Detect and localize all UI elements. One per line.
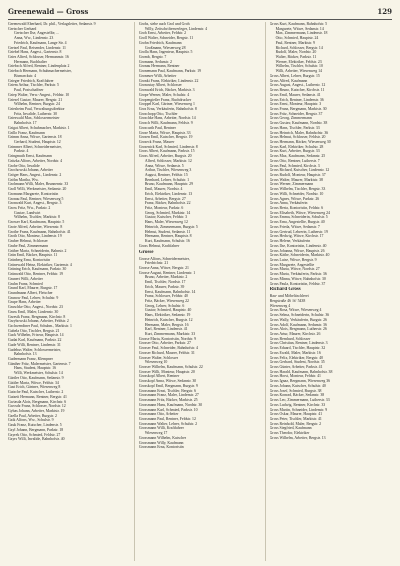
directory-entry: Willi, Werkmeister, Schulstr. 14	[14, 371, 63, 376]
directory-entry: Grimmer Albert, Schneidermeister,	[8, 144, 62, 149]
directory-entry: Grund Karl, Maurer, Burgstr. 17	[8, 286, 58, 291]
directory-entry: Griebsch Hermann, Schuhmachermeister,	[8, 69, 72, 74]
directory-entry: Hans, Elektriker, Sedanstr. 19	[144, 313, 191, 318]
directory-entry: Gröger Hans, Angest., Lindenstr. 2	[8, 173, 62, 177]
directory-entry: Grossmann Franz, Maler, Lindenstr. 27	[138, 393, 199, 398]
directory-entry: Gross Peter, Tischler, Marktstr. 41	[269, 416, 322, 421]
directory-entry: Friedrich, Kaufmann, Lange Str. 4	[14, 40, 67, 45]
directory-entry: Gross Johanna, Witwe, Hauptstr. 26	[269, 248, 325, 253]
directory-entry: Franz, Bäcker, Bahnhofstr. 22	[144, 201, 191, 206]
directory-entry: Gross Erich, Rentner, Lindenstr. 36	[269, 97, 324, 102]
directory-entry: Gross Alfred, Arbeiter, Burgstr. 20	[138, 154, 192, 159]
directory-entry: Gross Heinrich, Maler, Bahnhofstr. 36	[269, 130, 329, 135]
directory-entry: Bismarckstr. 4	[14, 73, 37, 78]
column-divider	[265, 22, 266, 561]
directory-entry: Gross Max, Kaufmann, Sedanstr. 25	[269, 154, 326, 159]
directory-entry: Gzuk Franz, Kutscher, Lindenstr. 5	[8, 423, 62, 428]
directory-entry: Grose Marta, Witwe, Hauptstr. 33	[138, 130, 191, 135]
directory-entry: Groll Willi, Werkmeister, Sedanstr. 20	[8, 187, 67, 192]
directory-entry: Grundmann Albert, Fleischer	[8, 290, 53, 295]
directory-entry: Bernhard, Lehrer, Schulstr. 1	[144, 177, 190, 182]
page-number: 129	[377, 7, 392, 16]
directory-entry: Grossmann Ernst, Tischler, Bergstr. 6	[138, 388, 196, 393]
directory-entry: Grünwald Otto, Rentner, Feldstr. 19	[8, 272, 63, 277]
directory-entry: Grossmann Karl, Schmied, Parkstr. 10	[138, 407, 198, 412]
directory-entry: Griesel Gustav, Maurer, Bergstr. 21	[8, 97, 63, 102]
directory-entry: Gross Gerhard, Student, Nordstr. 35	[269, 360, 325, 365]
directory-entry: Gude Willi, Rentner, Lindenstr. 31	[8, 342, 61, 347]
directory-entry: Gzik Alfons, Ww., Schulstr. 9	[8, 418, 54, 423]
directory-entry: Bergstraße 46 ☏ 5438	[269, 298, 306, 303]
directory-entry: Georg, Schmied, Marktstr. 14	[144, 210, 191, 215]
directory-entry: Grosser Otto, Arbeiter, Parkstr. 27	[138, 341, 191, 346]
section-heading: Richard Gross	[269, 287, 301, 293]
directory-entry: Gross Siegfried, Kaufmann	[269, 426, 312, 431]
directory-entry: Gross Harald, Kaufmann, Bahnhofstr. 38	[269, 369, 333, 374]
directory-entry: Gross Helmut, Schlosser, Feldstr. 20	[269, 135, 326, 140]
directory-entry: Groppel Karl, Gärtner, Wiesenweg 1	[138, 102, 195, 107]
directory-entry: Grieger Friedrich, Kraftfahrer	[8, 78, 54, 83]
directory-entry: Kurt, Kaufmann, Schulstr. 16	[144, 239, 190, 244]
directory-entry: Gschwendtner Paul, Schuhm., Marktstr. 1	[8, 324, 72, 328]
directory-entry: Grothe Franz, Kaufmann, Bahnhofstr. 41	[8, 229, 71, 234]
directory-entry: Otto, Schmied, Hauptstr. 24	[275, 36, 319, 41]
directory-entry: Heinrich, Kutscher, Burgstr. 12	[144, 317, 193, 322]
directory-entry: Gross Karl, Elektriker, Schulstr. 28	[269, 144, 324, 149]
directory-entry: Gronki Franz, Elektriker, Lindenstr. 22	[138, 78, 199, 83]
columns	[8, 22, 392, 561]
directory-entry: Gross Rudolf, Monteur, Hauptstr. 37	[269, 173, 326, 177]
directory-entry: Grosse August, Rentner, Lindenstr. 1	[138, 270, 196, 275]
directory-entry: Gross Kurt, Arbeiter, Burgstr. 33	[269, 149, 320, 154]
directory-entry: Gross Richard, Kutscher, Lindenstr. 12	[269, 168, 330, 173]
directory-entry: Fritz, Invalide, Lutherstr. 30	[14, 111, 58, 116]
directory-entry: Gronemann Paul, Kaufmann, Parkstr. 19	[138, 69, 201, 74]
directory-entry: Gross Bernhard, Schlosser	[269, 336, 311, 341]
directory-entry: Gust Erich, Gärtner, Wiesenweg 8	[8, 385, 61, 390]
directory-entry: Willi, Arbeiter, Wiesenweg 14	[275, 69, 322, 74]
directory-entry: Grosser Walter, Schlosser	[138, 355, 179, 360]
directory-entry: Gybas Johann, Arbeiter, Marktstr. 19	[8, 408, 65, 413]
directory-entry: Griebel Hans, Angest., Gartenstr. 8	[8, 50, 62, 55]
directory-entry: Gross Wilhelm, Arbeiter, Bergstr. 13	[269, 435, 326, 440]
directory-entry: Groseck Franz, Maurer	[138, 139, 175, 144]
directory-entry: Gross Elisabeth, Witwe, Wiesenweg 24	[269, 210, 330, 215]
directory-entry: Grope Werner, Maler, Schulstr. 4	[138, 92, 190, 97]
directory-entry: Fritz, Bäcker, Wiesenweg 22	[144, 298, 189, 303]
directory-entry: Gromann Margarete, Kontoristin	[8, 191, 59, 196]
directory-entry: Grosser Karl, Kaufmann, Hauptstr. 5	[8, 220, 65, 225]
directory-entry: Grosse Anna, Witwe, Bergstr. 21	[138, 265, 189, 270]
directory-entry: Grossmann Erna, Kontoristin	[138, 445, 184, 450]
directory-entry: Gröhn Martha, Ww.	[8, 177, 39, 182]
directory-entry: Gross Otto, Rentner, Lutherstr. 7	[269, 158, 320, 163]
directory-entry: Gross Käthe, Schneiderin, Marktstr. 40	[269, 253, 330, 258]
directory-entry: Grosser Wilhelm, Kaufmann, Schulstr. 22	[138, 365, 203, 370]
directory-entry: Anna, Ww., Lindenstr. 23	[14, 36, 54, 41]
directory-entry: Grupe Hans, Arbeiter	[8, 300, 41, 305]
directory-entry: Grosser Richard, Maurer, Feldstr. 31	[138, 350, 195, 355]
directory-entry: Gross Artur, Maurer, Kirchstr. 26	[269, 332, 321, 336]
directory-entry: Gritzka Alfons, Arbeiter, Nordstr. 4	[8, 158, 63, 163]
column-3	[270, 22, 392, 561]
directory-entry: Grosskopf Anna, Witwe, Sedanstr. 30	[138, 379, 197, 384]
directory-entry: Grossmann Walter, Lehrer, Schulstr. 2	[138, 421, 198, 426]
directory-entry: Grossmann Wilhelm, Kutscher	[138, 435, 187, 440]
directory-entry: Groneuer Willi, Arbeiter	[138, 73, 177, 78]
directory-entry: Gronau Hermann, Rentner	[138, 64, 180, 69]
directory-entry: Ernst, Arbeiter, Bergstr. 27	[144, 196, 186, 201]
section-heading: Grosse	[138, 249, 154, 255]
directory-entry: Gudehus Walter, Schlossermeister,	[8, 347, 61, 352]
directory-entry: Grünewald Heinz, Elektriker, Gartenstr. 4	[8, 262, 72, 267]
directory-entry: Grossmann Hans, Kaufmann, Nordstr. 30	[138, 402, 203, 407]
directory-entry: Gross Oskar, Maurer, Hauptstr. 41	[269, 412, 323, 417]
directory-entry: Grossmann Otto, Arbeiter	[138, 412, 179, 417]
directory-entry: Gross Paul, Schmied, Kirchstr. 3	[269, 163, 320, 168]
directory-entry: Georg, Lehrer, Schulstr. 6	[144, 303, 185, 308]
directory-entry: Günther Fritz, Malermeister, Gartenstr. 7	[8, 361, 71, 366]
directory-entry: Grote Alfred, Arbeiter, Wiesenstr. 8	[8, 224, 63, 229]
directory-entry: Gross Willi, Schneider, Nordstr. 10	[269, 191, 324, 196]
directory-entry: Gutzeit Hermann, Rentner, Bergstr. 41	[8, 394, 67, 399]
directory-entry: Groh Ernst, Arbeiter, Feldstr. 2	[138, 31, 187, 36]
directory-entry: Gross Rosa, Witwe, Wiesenweg 4	[269, 308, 322, 313]
directory-page	[8, 7, 392, 561]
directory-entry: Friedrichstr. 21	[144, 261, 169, 266]
directory-entry: Wilhelm, Tischler, Marktstr. 8	[14, 215, 60, 220]
directory-entry: Grunert Willi, Arbeiter	[8, 276, 43, 281]
directory-entry: Gross Franz, Bergmann, Marktstr. 30	[269, 106, 327, 111]
directory-entry: Helmut, Student, Sedanstr. 11	[144, 229, 191, 234]
directory-entry: Karl, Rentner, Lindenstr. 41	[144, 327, 188, 332]
directory-entry: Gross Hedwig, Witwe, Kirchstr. 17	[269, 234, 324, 239]
directory-entry: Grossmann Paul, Rentner, Feldstr. 12	[138, 416, 196, 421]
directory-entry: Groll Walter, Schneider, Bergstr. 11	[138, 36, 194, 41]
directory-entry: Bruno, Arbeiter, Marktstr. 2	[144, 275, 188, 280]
directory-entry: Grunow Paul, Lehrer, Schulstr. 9	[8, 295, 59, 300]
directory-entry: Gross Agnes, Witwe, Parkstr. 26	[269, 196, 320, 201]
directory-entry: Gustav, Kutscher, Feldstr. 3	[144, 215, 188, 220]
directory-entry: Gürtler Otto, Kaufmann, Sedanstr. 9	[8, 375, 64, 380]
directory-entry: Gross Albert, Lehrer, Burgstr. 15	[269, 73, 320, 78]
directory-entry: Grosse Marta, Kontoristin, Nordstr. 9	[138, 336, 197, 341]
directory-entry: Gross Ilse, Kontoristin, Lindenstr. 40	[269, 243, 327, 248]
directory-entry: Gross Alfred, Kaufmann	[269, 78, 308, 83]
directory-entry: Hans, Student, Hauptstr. 16	[14, 366, 57, 371]
directory-entry: Grosenick Karl, Schmied, Lindenstr. 8	[138, 144, 198, 149]
directory-entry: Gries Alfred, Schlosser, Hermannstr. 16	[8, 55, 69, 60]
directory-entry: Grigat Albert, Schuhmacher, Marktstr. 1	[8, 125, 70, 130]
directory-entry: Greenewald Eberhard, Dr. phil., Verlagsleiter, Sedanstr. 9	[8, 22, 96, 26]
directory-entry: Gross Adolf, Kaufmann, Sedanstr. 36	[269, 322, 327, 327]
directory-entry: Gustav, Landwirt	[14, 210, 41, 215]
directory-entry: Gross Wilhelm, Tischler, Bergstr. 33	[269, 187, 326, 192]
directory-entry: Gropengießer Franz, Buchdrucker	[138, 97, 192, 102]
directory-entry: Großmann, Wiesenweg 28	[144, 45, 186, 50]
directory-entry: Gross Werner, Zimmermann	[269, 182, 314, 187]
directory-entry: Gwiasda Alois, Bergmann, Kirchstr. 6	[8, 399, 67, 404]
directory-entry: Gross Theodor, Elektriker	[269, 431, 310, 436]
directory-entry: Griebsch Alfred, Rentner, Lindenplatz 2	[8, 64, 70, 69]
directory-entry: Grochowski Johann, Arbeiter	[8, 168, 53, 173]
directory-entry: Kurt, Zimmermann, Marktstr. 33	[144, 332, 196, 336]
directory-entry: Grohn Friedrich, Kaufmann	[138, 40, 182, 45]
directory-entry: Gross Hermann, Bäcker, Wiesenweg 30	[269, 139, 331, 144]
directory-entry: Gretscher Gerhard	[8, 26, 37, 31]
directory-entry: Gross Ignaz, Bergmann, Wiesenweg 36	[269, 379, 331, 384]
directory-entry: Grosser Willi, Monteur, Hauptstr. 20	[138, 369, 195, 374]
directory-entry: Werner, Elektriker, Feldstr. 23	[275, 59, 322, 64]
directory-entry: Grimm Anna, Witwe, Gartenstr. 18	[8, 135, 62, 140]
directory-entry: Gross Maria, Witwe, Nordstr. 27	[269, 267, 320, 272]
directory-entry: Anna, Witwe, Sedanstr. 5	[144, 163, 184, 168]
directory-entry: Guck Wilhelm, Friseur, Hauptstr. 14	[8, 333, 64, 338]
directory-entry: Gutsche Paul, Kutscher, Lutherstr. 2	[8, 390, 64, 395]
directory-entry: Gross Gustav, Kaufmann, Nordstr. 38	[269, 121, 328, 126]
directory-entry: Gronau Paul, Rentner, Wiesenweg 5	[8, 196, 64, 201]
directory-entry: Grossmann Willi, Kraftfahrer	[138, 426, 184, 431]
directory-entry: Hans, Maler, Wiesenweg 12	[144, 220, 188, 225]
directory-entry: Güttler Marta, Witwe, Feldstr. 34	[8, 380, 59, 385]
directory-entry: Wiesenweg 4	[269, 303, 291, 308]
directory-entry: Grosch Willi, Kaufmann, Feldstr. 9	[138, 121, 193, 126]
directory-entry: Gross Minna, Witwe, Bahnhofstr. 30	[269, 276, 326, 281]
directory-entry: Grüning Erich, Kaufmann, Parkstr. 30	[8, 267, 67, 272]
directory-entry: Grosser Paul, Schneider, Bahnhofstr. 4	[138, 346, 198, 351]
directory-entry: Gross Gertrud, Lehrerin, Lutherstr. 19	[269, 229, 328, 234]
directory-entry: Richard, Schlosser, Bergstr. 14	[275, 45, 323, 50]
directory-entry: Gross August, Angest., Lutherstr. 12	[269, 83, 326, 88]
directory-entry: Groschopp Otto, Tischler	[138, 111, 178, 116]
directory-entry: Gruss Emil, Maler, Lindenstr. 30	[8, 309, 59, 314]
directory-entry: Groth Otto, Monteur, Lindenstr. 19	[8, 234, 62, 239]
directory-entry: Gross Wally, Verkäuferin, Burgstr. 26	[269, 317, 327, 322]
directory-entry: Gross Emil, Maurer, Sedanstr. 41	[269, 92, 321, 97]
directory-entry: Parkstr. 4	[14, 149, 29, 154]
directory-entry: Grosse Alfons, Schneidermeister,	[138, 256, 190, 261]
directory-entry: Groscurth Paul, Rentner	[138, 125, 176, 130]
directory-entry: Bahnhofstr. 17	[14, 121, 37, 126]
page-header	[8, 7, 392, 20]
column-1	[8, 22, 130, 561]
directory-entry: Wiesenweg 10	[144, 360, 168, 365]
directory-entry: Grzesik Franz, Bergmann, Kirchstr. 8	[8, 314, 66, 319]
directory-entry: Paul, Postschaffner	[14, 88, 44, 93]
directory-entry: Grohs, siehe auch Grol und Groh	[138, 22, 190, 26]
directory-entry: Grosskopf Albert, Rentner	[138, 374, 180, 379]
directory-entry: Gross Kurt, Kaufmann, Bahnhofstr. 5	[269, 22, 328, 26]
directory-entry: Gross Fritz, Schneider, Bergstr. 37	[269, 111, 323, 116]
directory-entry: Gross Josef, Schmied, Burgstr. 38	[269, 388, 322, 393]
directory-entry: Grünberg Erna, Kontoristin	[8, 257, 51, 262]
directory-entry: Gross Berta, Kontoristin, Feldstr. 6	[269, 206, 324, 211]
directory-entry: Erich, Elektriker, Lindenstr. 13	[144, 191, 193, 196]
directory-entry: Gross Johann, Kutscher, Schulstr. 40	[269, 383, 326, 388]
directory-entry: Max, Zimmermann, Lindenstr. 18	[275, 31, 328, 36]
directory-entry: Gross Konrad, Bäcker, Sedanstr. 38	[269, 393, 325, 398]
directory-entry: Grosen Emil, Kutscher, Bergstr. 19	[138, 135, 193, 140]
directory-entry: Gerhard, Student, Hauptstr. 12	[14, 139, 61, 144]
directory-entry: Grzybowski Johann, Arbeiter, Feldstr. 2	[8, 319, 69, 324]
directory-entry: Gross Reinhold, Maler, Bergstr. 2	[269, 421, 322, 426]
directory-entry: Grossmann Willy, Kaufmann	[138, 440, 184, 445]
directory-entry: Emil, Tischler, Nordstr. 17	[144, 280, 186, 285]
directory-entry: Gromann, Sedanstr. 2	[138, 59, 172, 64]
directory-entry: Gross Eduard, Tischler, Hauptstr. 32	[269, 346, 326, 351]
directory-entry: Gross Horst, Monteur, Feldstr. 41	[269, 374, 321, 379]
directory-entry: Gross Martin, Schneider, Lindenstr. 9	[269, 407, 328, 412]
directory-entry: Gross Frieda, Witwe, Sedanstr. 7	[269, 224, 320, 229]
directory-entry: Griep Walter, Verw.-Angest., Feldstr. 10	[8, 92, 70, 97]
directory-entry: Gross Ewald, Maler, Marktstr. 16	[269, 350, 321, 355]
directory-entry: Grün Emil, Bäcker, Hauptstr. 11	[8, 253, 58, 258]
directory-entry: Gudat Karl, Kaufmann, Parkstr. 22	[8, 338, 62, 343]
directory-entry: Arthur, Tischler, Wiesenweg 3	[144, 168, 192, 173]
directory-entry: Gudermann Franz, Klempner	[8, 357, 53, 362]
directory-entry: Gruhn Franz, Schmied	[8, 281, 43, 286]
directory-entry: Bruno, Kaufmann, Hauptstr. 29	[144, 182, 194, 187]
directory-entry: Gronostay Albert, Schlosser	[138, 83, 182, 88]
directory-entry: Gross Bruno, Kutscher, Kirchstr. 11	[269, 88, 325, 93]
directory-entry: Alfred, Schlosser, Marktstr. 12	[144, 158, 192, 163]
directory-entry: Gross Emma, Schneiderin, Schulstr. 5	[269, 215, 328, 220]
directory-entry: Bau- und Möbeltischlerei	[269, 294, 309, 299]
directory-entry: Gross Georg, Zimmermann	[269, 116, 312, 121]
directory-entry: Gross Luise, Witwe, Bergstr. 9	[269, 257, 317, 262]
directory-entry: Wiesenweg 17	[144, 431, 168, 436]
directory-entry: Grohmann Willi, Maler, Brunnenstr. 33	[8, 182, 69, 187]
directory-entry: Bahnhofstr. 13	[14, 352, 37, 357]
directory-entry: Gross Hans, Tischler, Parkstr. 33	[269, 125, 320, 130]
directory-entry: Gross Helmut, Kraftfahrer	[138, 243, 180, 248]
directory-entry: Grobe Otto, Invalide	[8, 163, 40, 168]
directory-entry: Erich, Maurer, Parkstr. 39	[144, 284, 185, 289]
directory-entry: Grillo Franz, Kaufmann	[8, 130, 45, 135]
directory-entry: Heinrich, Zimmermann, Burgstr. 5	[144, 224, 198, 229]
directory-entry: Grosskopf Emil, Bergmann, Burgstr. 9	[138, 383, 198, 388]
directory-entry: Franz, Schlosser, Feldstr. 40	[144, 294, 188, 299]
directory-entry: Gross Alois, Bergmann, Lutherstr. 26	[269, 327, 327, 332]
directory-entry: Gross Anna, Verkäuferin	[269, 201, 308, 206]
directory-entry: Griem Arthur, Tischler, Parkstr. 5	[8, 83, 59, 88]
directory-entry: Groschke Hans, Arbeiter, Nordstr. 14	[138, 116, 196, 121]
column-2	[139, 22, 261, 561]
directory-entry: Willy, Zeitschriftenverleger, Lindenstr. 4	[144, 26, 208, 31]
directory-entry: Gzyl Johann, Bergmann, Parkstr. 18	[8, 427, 64, 432]
directory-entry: Fritz, Monteur, Parkstr. 6	[144, 206, 184, 211]
directory-entry: Gronwald Erich, Bäcker, Marktstr. 3	[138, 88, 195, 93]
directory-entry: Gross Marta, Verkäuferin, Parkstr. 36	[269, 272, 327, 277]
directory-entry: Hermann, Rentner, Hauptstr. 8	[144, 234, 192, 239]
directory-entry: Gross Günter, Arbeiter, Parkstr. 41	[269, 365, 323, 370]
directory-entry: Gringmuth Ernst, Kaufmann	[8, 154, 52, 159]
directory-entry: Grieswald Max, Schlossermeister	[8, 116, 60, 121]
directory-entry: Gretscher Ilse, Angestellte, ...	[14, 31, 60, 36]
directory-entry: Gronwald Kurt, Angest., Bergstr. 3	[8, 201, 62, 206]
directory-entry: Gross Christian, Rentner, Lindenstr. 3	[269, 341, 328, 346]
directory-entry: Paul, Rentner, Marktstr. 9	[275, 40, 315, 45]
directory-entry: Margarete, Witwe, Sedanstr. 14	[275, 26, 324, 31]
directory-entry: Hermann, Maler, Bergstr. 16	[144, 322, 189, 327]
directory-entry: Grossmann Fritz, Bäcker, Marktstr. 25	[138, 398, 198, 403]
running-head: Greenewald — Gross	[8, 7, 89, 16]
directory-entry: Gross Walter, Maurer, Marktstr. 38	[269, 177, 323, 182]
directory-entry: Gzyrs Willi, Invalide, Bahnhofstr. 40	[8, 437, 65, 442]
directory-entry: Gross Paula, Kontoristin, Feldstr. 37	[269, 281, 326, 286]
directory-entry: Rudolf, Maler, Nordstr. 20	[275, 50, 317, 55]
column-divider	[134, 22, 135, 561]
directory-entry: Gzella Paul, Arbeiter, Burgstr. 2	[8, 413, 57, 418]
directory-entry: August, Rentner, Feldstr. 15	[144, 173, 188, 177]
directory-entry: Emil, Maurer, Nordstr. 4	[144, 187, 183, 192]
directory-entry: Grolla Hans, Ingenieur, Hauptstr. 5	[138, 50, 193, 55]
directory-entry: Wilhelm, Tischler, Schulstr. 10	[275, 64, 323, 69]
directory-entry: Gustav, Schmied, Hauptstr. 40	[144, 308, 192, 313]
directory-entry: Gross Erna, Angestellte, Burgstr. 40	[269, 220, 325, 225]
directory-entry: Gross Albert, Kaufmann, Parkstr. 15	[138, 149, 195, 154]
directory-entry: Gruber Helmut, Schlosser	[8, 239, 48, 244]
directory-entry: Gzyrek Otto, Schmied, Feldstr. 27	[8, 432, 61, 437]
directory-entry: Hermann, Buchhalter	[14, 59, 47, 64]
directory-entry: Gros Erna, Verkäuferin, Bahnhofstr. 8	[138, 106, 197, 111]
directory-entry: Wilhelm, Rentner, Burgstr. 24	[14, 102, 60, 107]
directory-entry: Grube Paul, Zimmermann	[8, 243, 49, 248]
directory-entry: Walter, Bäcker, Parkstr. 11	[275, 55, 317, 60]
directory-entry: Gross Margarete, Angestellte	[269, 262, 315, 267]
directory-entry: Gross Leo, Zimmermann, Lutherstr. 33	[269, 398, 330, 403]
directory-entry: Ernst, Kaufmann, Bahnhofstr. 14	[144, 289, 196, 294]
directory-entry: Gromb, Bergstr. 7	[138, 55, 167, 60]
directory-entry: Gubela Otto, Tischler, Bergstr. 21	[8, 328, 60, 333]
directory-entry: Gross Fritz, Ww., Parkstr. 2	[8, 206, 51, 211]
directory-entry: Gross Helene, Verkäuferin	[269, 239, 311, 244]
directory-entry: Gwosdz Franz, Schlosser, Nordstr. 12	[8, 404, 66, 409]
directory-entry: Gretzel Paul, Reisender, Lindenstr. 11	[8, 45, 66, 50]
directory-entry: Gruschke Otto, Angest., Nordstr. 23	[8, 305, 63, 310]
directory-entry: Griesheim Paul, Verwaltungsdirektor	[8, 106, 65, 111]
directory-entry: Gross Selma, Schneiderin, Schulstr. 36	[269, 313, 330, 318]
directory-entry: Gross Ludwig, Rentner, Kirchstr. 33	[269, 402, 326, 407]
directory-entry: Gross Felix, Elektriker, Bergstr. 40	[269, 355, 323, 360]
directory-entry: Grüber Marta, Schneiderin, Bahnstr. 2	[8, 248, 67, 253]
directory-entry: Gross Ernst, Monteur, Hauptstr. 3	[269, 102, 322, 107]
